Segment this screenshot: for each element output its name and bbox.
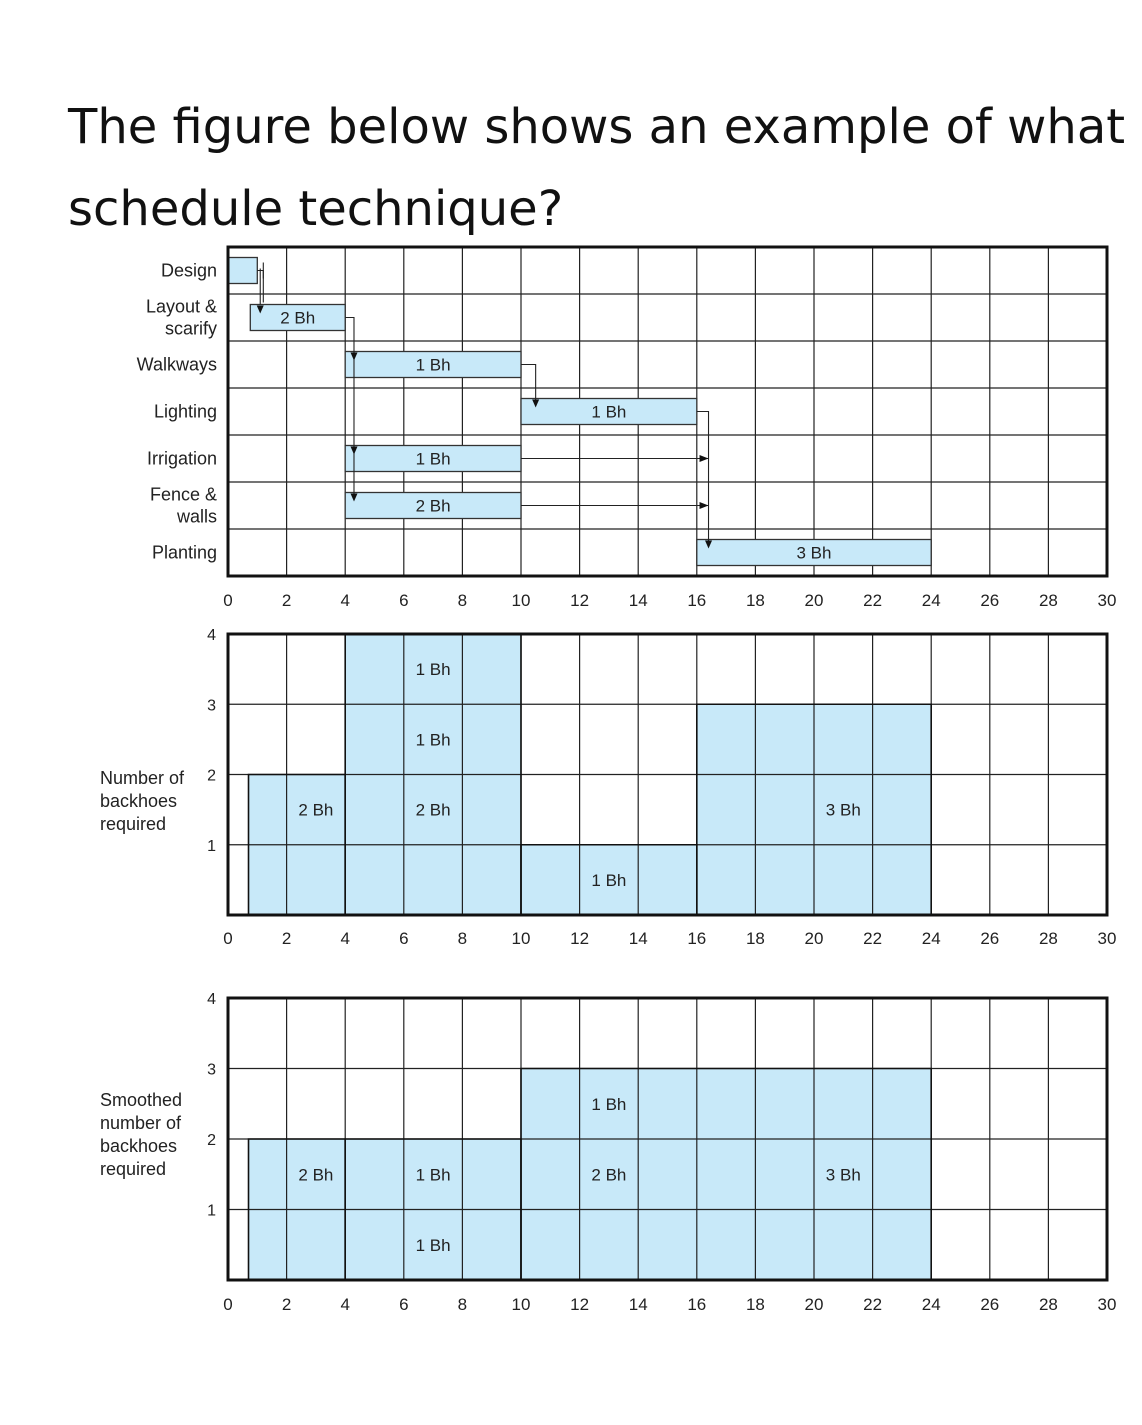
- histogram-y-axis-label: number of: [100, 1113, 182, 1133]
- dependency-arrow: [697, 412, 709, 542]
- histogram-x-tick-label: 4: [340, 1295, 350, 1314]
- histogram-x-tick-label: 18: [745, 1295, 765, 1314]
- histogram-y-axis-label: required: [100, 1159, 167, 1179]
- histogram-x-tick-label: 26: [980, 929, 1000, 948]
- resource-histogram-chart: [100, 627, 1116, 948]
- histogram-bar-label: 2 Bh: [415, 800, 451, 820]
- gantt-x-tick-label: 22: [863, 591, 883, 610]
- histogram-y-tick-label: 3: [207, 697, 216, 715]
- arrowhead: [700, 502, 709, 509]
- activity-bar: [228, 258, 257, 284]
- histogram-x-tick-label: 2: [281, 1295, 292, 1314]
- gantt-x-tick-label: 20: [804, 591, 824, 610]
- histogram-y-axis-label: backhoes: [100, 791, 178, 811]
- gantt-x-tick-label: 14: [628, 591, 648, 610]
- activity-resource-label: 2 Bh: [280, 308, 316, 328]
- activity-label: Design: [160, 260, 217, 281]
- histogram-x-tick-label: 12: [570, 929, 590, 948]
- activity-label: Irrigation: [146, 448, 217, 469]
- activity-label: Planting: [151, 542, 217, 563]
- histogram-bar-label: 1 Bh: [591, 1094, 627, 1114]
- histogram-bar-label: 1 Bh: [415, 660, 451, 680]
- histogram-bar-label: 3 Bh: [825, 1165, 861, 1185]
- smoothed-histogram-chart: [100, 991, 1116, 1314]
- histogram-bar-label: 2 Bh: [298, 800, 334, 820]
- gantt-x-tick-label: 0: [223, 591, 233, 610]
- histogram-x-tick-label: 6: [399, 929, 409, 948]
- histogram-x-tick-label: 22: [863, 1295, 883, 1314]
- histogram-bar-label: 2 Bh: [591, 1165, 627, 1185]
- histogram-bar-label: 1 Bh: [591, 870, 627, 890]
- histogram-x-tick-label: 28: [1038, 1295, 1058, 1314]
- histogram-x-tick-label: 6: [399, 1295, 409, 1314]
- histogram-y-tick-label: 2: [207, 1132, 216, 1149]
- histogram-x-tick-label: 4: [340, 929, 350, 948]
- histogram-x-tick-label: 16: [687, 1295, 707, 1314]
- gantt-x-tick-label: 2: [281, 591, 292, 610]
- histogram-x-tick-label: 22: [863, 929, 883, 948]
- histogram-x-tick-label: 18: [745, 929, 765, 948]
- histogram-x-tick-label: 20: [804, 1295, 824, 1314]
- question-line-1: The figure below shows an example of what: [68, 99, 1126, 155]
- histogram-x-tick-label: 10: [511, 1295, 531, 1314]
- histogram-x-tick-label: 20: [804, 929, 824, 948]
- gantt-x-tick-label: 6: [399, 591, 409, 610]
- histogram-y-tick-label: 1: [207, 1202, 216, 1220]
- gantt-x-tick-label: 26: [980, 591, 1000, 610]
- histogram-y-tick-label: 4: [207, 627, 216, 644]
- dependency-arrow: [521, 365, 536, 401]
- gantt-x-tick-label: 24: [921, 591, 941, 610]
- histogram-bar-label: 1 Bh: [415, 1165, 451, 1185]
- histogram-y-axis-label: Smoothed: [100, 1090, 183, 1110]
- histogram-x-tick-label: 14: [628, 1295, 648, 1314]
- gantt-x-tick-label: 18: [745, 591, 765, 610]
- dependency-arrow: [257, 269, 263, 305]
- activity-resource-label: 1 Bh: [591, 402, 627, 422]
- histogram-x-tick-label: 24: [921, 1295, 941, 1314]
- activity-resource-label: 1 Bh: [415, 449, 451, 469]
- histogram-y-tick-label: 3: [207, 1061, 216, 1079]
- histogram-x-tick-label: 24: [921, 929, 941, 948]
- histogram-y-tick-label: 4: [207, 991, 216, 1008]
- histogram-x-tick-label: 30: [1097, 1295, 1117, 1314]
- histogram-x-tick-label: 16: [687, 929, 707, 948]
- histogram-bar-label: 1 Bh: [415, 1235, 451, 1255]
- question-line-2: schedule technique?: [68, 181, 564, 237]
- histogram-y-axis-label: required: [100, 814, 167, 834]
- histogram-y-tick-label: 1: [207, 837, 216, 855]
- histogram-y-tick-label: 2: [207, 767, 216, 785]
- histogram-x-tick-label: 14: [628, 929, 648, 948]
- histogram-x-tick-label: 0: [223, 1295, 233, 1314]
- gantt-x-tick-label: 28: [1038, 591, 1058, 610]
- histogram-bar-label: 3 Bh: [825, 800, 861, 820]
- activity-label: Lighting: [153, 401, 217, 422]
- histogram-x-tick-label: 10: [511, 929, 531, 948]
- arrowhead: [700, 455, 709, 462]
- histogram-x-tick-label: 26: [980, 1295, 1000, 1314]
- activity-label: Fence &: [149, 484, 217, 505]
- histogram-x-tick-label: 8: [457, 1295, 468, 1314]
- activity-label: Walkways: [136, 354, 217, 375]
- histogram-x-tick-label: 2: [281, 929, 292, 948]
- histogram-x-tick-label: 8: [457, 929, 468, 948]
- histogram-bar: [521, 1069, 931, 1281]
- gantt-chart: [137, 247, 1117, 610]
- activity-resource-label: 3 Bh: [796, 543, 832, 563]
- activity-resource-label: 2 Bh: [415, 496, 451, 516]
- gantt-x-tick-label: 8: [457, 591, 468, 610]
- histogram-bar-label: 2 Bh: [298, 1165, 334, 1185]
- gantt-x-tick-label: 10: [511, 591, 531, 610]
- activity-label: Layout &: [145, 296, 217, 317]
- gantt-x-tick-label: 4: [340, 591, 350, 610]
- histogram-x-tick-label: 12: [570, 1295, 590, 1314]
- gantt-x-tick-label: 16: [687, 591, 707, 610]
- gantt-x-tick-label: 12: [570, 591, 590, 610]
- histogram-x-tick-label: 0: [223, 929, 233, 948]
- histogram-y-axis-label: Number of: [100, 768, 185, 788]
- activity-label: walls: [176, 506, 217, 527]
- histogram-x-tick-label: 30: [1097, 929, 1117, 948]
- histogram-x-tick-label: 28: [1038, 929, 1058, 948]
- activity-resource-label: 1 Bh: [415, 355, 451, 375]
- gantt-x-tick-label: 30: [1097, 591, 1117, 610]
- histogram-bar-label: 1 Bh: [415, 730, 451, 750]
- activity-label: scarify: [164, 318, 217, 339]
- histogram-y-axis-label: backhoes: [100, 1136, 178, 1156]
